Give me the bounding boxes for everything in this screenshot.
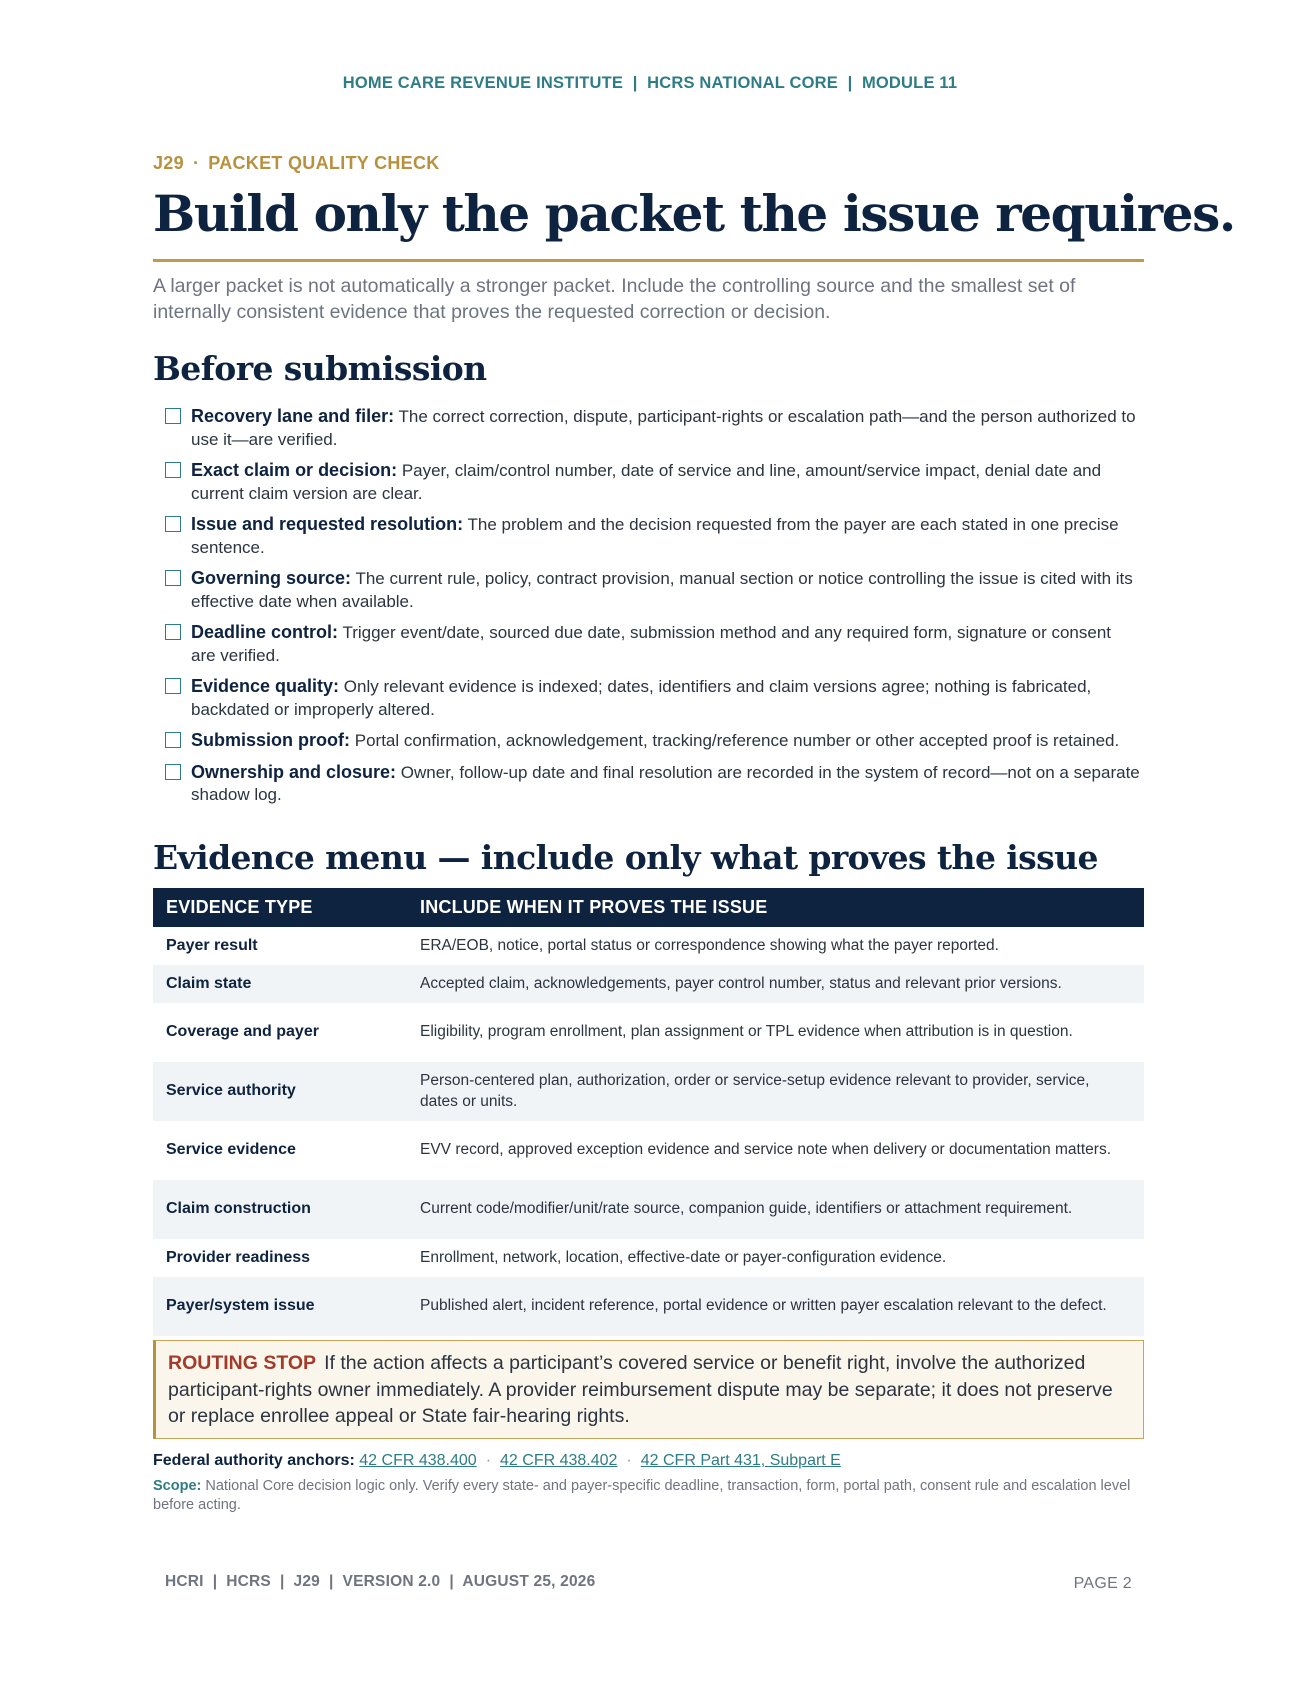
include-when-cell: Enrollment, network, location, effective-date or payer-configuration evidence.: [420, 1248, 947, 1266]
scope-label: Scope:: [153, 1478, 202, 1494]
include-when-cell: ERA/EOB, notice, portal status or correspondence showing what the payer reported.: [420, 936, 999, 954]
anchor-separator: ·: [485, 1452, 492, 1469]
table-header-row: [153, 888, 1144, 927]
evidence-menu-heading: Evidence menu — include only what proves the issue: [153, 838, 1098, 877]
column-header-include-when: INCLUDE WHEN IT PROVES THE ISSUE: [407, 888, 1144, 927]
checklist-item: [165, 675, 1140, 721]
anchor-link-part-431[interactable]: 42 CFR Part 431, Subpart E: [640, 1452, 841, 1469]
table-row: [153, 927, 1144, 965]
before-submission-checklist: [165, 405, 1140, 815]
include-when-cell: Current code/modifier/unit/rate source, companion guide, identifiers or attachment requirement.: [407, 1180, 1144, 1239]
checkbox-icon[interactable]: [165, 732, 181, 748]
include-when-cell: EVV record, approved exception evidence and service note when delivery or documentation matters.: [420, 1141, 1111, 1159]
checklist-item-text: Portal confirmation, acknowledgement, tracking/reference number or other accepted proof is retained.: [354, 731, 1120, 750]
kicker-code: J29: [153, 153, 184, 173]
table-row: [153, 1277, 1144, 1336]
checklist-item-text: Trigger event/date, sourced due date, submission method and any required form, signature or consent are verified.: [191, 623, 1112, 665]
checklist-item-text: Only relevant evidence is indexed; dates, identifiers and claim versions agree; nothing is fabricated, backdated or improperly altered.: [191, 677, 1092, 719]
column-header-evidence-type: EVIDENCE TYPE: [153, 888, 407, 927]
footer-page-number: PAGE 2: [1073, 1575, 1132, 1592]
before-submission-heading: Before submission: [153, 349, 487, 388]
checklist-item: [165, 567, 1140, 613]
anchor-link-438-402[interactable]: 42 CFR 438.402: [500, 1452, 618, 1469]
checklist-item: [165, 729, 1140, 753]
checklist-item-text: The problem and the decision requested from the payer are each stated in one precise sentence.: [191, 515, 1119, 557]
checklist-item: [165, 621, 1140, 667]
checklist-item-label: Exact claim or decision:: [191, 460, 398, 480]
checklist-item-label: Evidence quality:: [191, 676, 340, 696]
evidence-menu-table: [153, 888, 1144, 1336]
running-header: HOME CARE REVENUE INSTITUTE | HCRS NATIONAL CORE | MODULE 11: [342, 74, 958, 92]
footer-document-id: HCRI | HCRS | J29 | VERSION 2.0 | AUGUST 25, 2026: [165, 1573, 596, 1590]
evidence-type-cell: Provider readiness: [166, 1248, 311, 1266]
checklist-item-text: The current rule, policy, contract provision, manual section or notice controlling the issue is cited with its effective date when available.: [191, 569, 1133, 611]
checklist-item-label: Recovery lane and filer:: [191, 406, 395, 426]
include-when-cell: Accepted claim, acknowledgements, payer control number, status and relevant prior versions.: [407, 965, 1144, 1003]
include-when-cell: Eligibility, program enrollment, plan assignment or TPL evidence when attribution is in question.: [420, 1023, 1073, 1041]
routing-stop-text: If the action affects a participant’s covered service or benefit right, involve the authorized participant-rights owner immediately. A provider reimbursement dispute may be separate; it does not preserve or replace enrollee appeal or State fair-hearing rights.: [168, 1352, 1113, 1427]
checkbox-icon[interactable]: [165, 624, 181, 640]
kicker-separator: ·: [192, 153, 200, 173]
anchor-separator: ·: [626, 1452, 632, 1469]
evidence-type-cell: Service evidence: [166, 1141, 296, 1159]
kicker-label: PACKET QUALITY CHECK: [208, 153, 440, 173]
checklist-item: [165, 459, 1140, 505]
checklist-item-label: Issue and requested resolution:: [191, 514, 464, 534]
checkbox-icon[interactable]: [165, 516, 181, 532]
evidence-type-cell: Payer/system issue: [153, 1277, 407, 1336]
checklist-item: [165, 405, 1140, 451]
page-title: Build only the packet the issue requires.: [153, 184, 1235, 243]
checklist-item-label: Governing source:: [191, 568, 352, 588]
anchor-link-438-400[interactable]: 42 CFR 438.400: [359, 1452, 477, 1469]
checkbox-icon[interactable]: [165, 462, 181, 478]
checkbox-icon[interactable]: [165, 570, 181, 586]
evidence-type-cell: Service authority: [153, 1062, 407, 1121]
checklist-item: [165, 761, 1140, 807]
checklist-item-text: Payer, claim/control number, date of service and line, amount/service impact, denial date and current claim version are clear.: [191, 461, 1102, 503]
evidence-type-cell: Payer result: [166, 936, 258, 954]
federal-authority-anchors: [153, 1452, 1144, 1470]
include-when-cell: Published alert, incident reference, portal evidence or written payer escalation relevant to the defect.: [407, 1277, 1144, 1336]
anchors-label: Federal authority anchors:: [153, 1452, 355, 1469]
table-row: [153, 1239, 1144, 1277]
title-divider: [153, 259, 1144, 262]
checklist-item-label: Deadline control:: [191, 622, 339, 642]
evidence-type-cell: Claim state: [153, 965, 407, 1003]
checklist-item-label: Ownership and closure:: [191, 761, 397, 782]
routing-stop-tag: ROUTING STOP: [168, 1352, 317, 1374]
checkbox-icon[interactable]: [165, 678, 181, 694]
table-row: [153, 965, 1144, 1003]
checkbox-icon[interactable]: [165, 408, 181, 424]
checklist-item-text: The correct correction, dispute, participant-rights or escalation path—and the person authorized to use it—are verified.: [191, 407, 1136, 449]
checklist-item-text: Owner, follow-up date and final resolution are recorded in the system of record—not on a separate shadow log.: [191, 762, 1140, 804]
checklist-item-label: Submission proof:: [191, 730, 350, 750]
table-row: [153, 1121, 1144, 1180]
table-row: [153, 1180, 1144, 1239]
scope-note: [153, 1477, 1144, 1515]
checkbox-icon[interactable]: [165, 764, 181, 780]
routing-stop-callout: [153, 1340, 1144, 1439]
table-row: [153, 1003, 1144, 1062]
checklist-item: [165, 513, 1140, 559]
kicker: [153, 153, 440, 174]
lede-paragraph: A larger packet is not automatically a stronger packet. Include the controlling source and the smallest set of internally consistent evidence that proves the requested correction or decision.: [153, 275, 1076, 323]
include-when-cell: Person-centered plan, authorization, order or service-setup evidence relevant to provider, service, dates or units.: [407, 1062, 1144, 1121]
evidence-type-cell: Coverage and payer: [166, 1023, 319, 1041]
scope-text: National Core decision logic only. Verify every state- and payer-specific deadline, transaction, form, portal path, consent rule and escalation level before acting.: [153, 1478, 1131, 1513]
table-row: [153, 1062, 1144, 1121]
evidence-type-cell: Claim construction: [153, 1180, 407, 1239]
